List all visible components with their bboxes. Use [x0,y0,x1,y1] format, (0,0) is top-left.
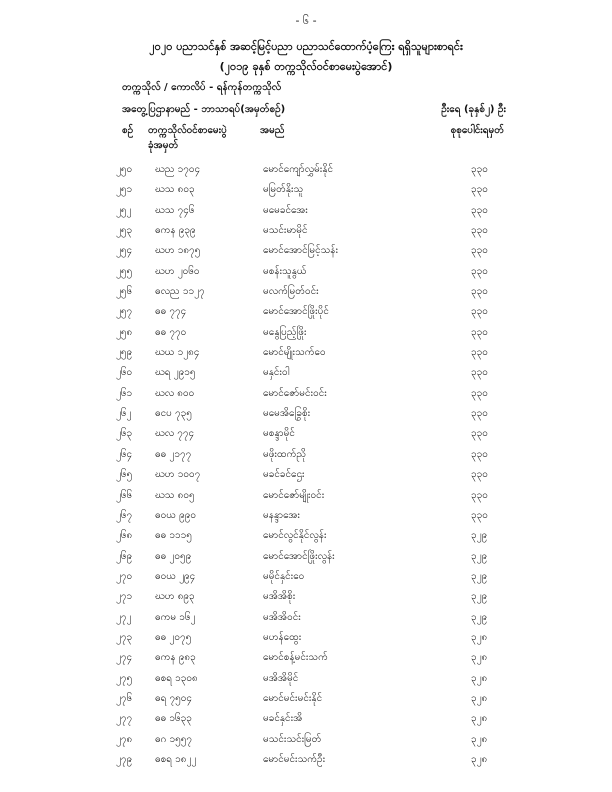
roll-number: ဃဟ ၈၉၃ [155,591,195,603]
student-name: မမေအိခြွေစိုး [263,408,311,420]
roll-number: ဓဓ ၂၀၇၅ [155,631,192,643]
student-name: မောင်မျိုးသက်ဝေ [263,347,326,359]
student-name: မအိအိစိုး [263,591,296,603]
table-row [0,239,612,259]
student-name: မသင်းမာမိုင် [263,225,308,237]
roll-number: ဓလည ၁၁၂၇ [155,286,205,298]
total-marks: ၃၃၀ [471,326,488,338]
table-row [0,545,612,565]
row-number: ၂၇၃ [116,631,133,643]
row-number: ၂၆၉ [116,550,133,562]
student-name: မောင်မင်းမင်းနိုင် [263,692,323,704]
table-row [0,361,612,381]
total-marks: ၃၂၉ [471,591,488,603]
student-name: မောင်ကျော်လွှမ်းနိုင် [263,164,334,175]
total-marks: ၃၃၀ [471,164,488,175]
student-name: မဟန်ထွေး [263,631,302,643]
table-row [0,626,612,646]
roll-number: ဃရ ၂၉၁၅ [155,367,196,379]
student-name: မနန္ဒာအေး [263,509,300,521]
total-marks: ၃၃၀ [471,448,488,460]
total-marks: ၃၃၀ [471,184,488,196]
table-row [0,321,612,341]
roll-number: ဃလ ၇၇၄ [155,428,195,440]
row-number: ၂၅၆ [116,286,133,298]
roll-number: ဓကမ ၁၆၂ [155,611,196,623]
row-number: ၂၆၀ [116,367,133,379]
table-row [0,280,612,300]
table-row [0,687,612,707]
student-name: မောင်လွင်နိုင်လွန်း [263,530,327,542]
roll-number: ဓဝယ ၂၉၄ [155,570,196,582]
count-label: ဦးရေ (ခုနှစ်၂) ဦး [441,104,506,115]
student-name: မဖိုးထက်ညို [263,448,307,460]
table-row [0,524,612,544]
student-name: မောင်အောင်ဖြိုးလွန်း [263,550,335,562]
student-name: မောင်ဇော်မျိုးဝင်း [263,489,325,501]
row-number: ၂၆၇ [116,509,133,521]
student-name: မသင်းသင်းမြတ် [263,733,322,745]
total-marks: ၃၃၀ [471,265,488,277]
roll-number: ဓစရ ၁၈၂၂ [155,753,197,765]
total-marks: ၃၂၉ [471,570,488,582]
total-marks: ၃၂၉ [471,611,488,623]
student-name: မောင်အောင်ဖြိုးပိုင် [263,306,329,318]
table-row [0,382,612,402]
roll-number: ဃလ ၈၀၀ [155,387,195,399]
roll-number: ဓဓ ၂၀၅၉ [155,550,192,562]
row-number: ၂၆၅ [116,469,133,481]
total-marks: ၃၂၈ [471,692,488,704]
total-marks: ၃၂၉ [471,550,488,562]
student-name: မောင်ဇော်မင်းဝင်း [263,387,327,399]
table-row [0,707,612,727]
table-row [0,728,612,748]
student-name: မမြတ်နိုးသူ [263,184,304,196]
roll-number: ဓဓ ၂၁၇၇ [155,448,192,460]
table-row [0,402,612,422]
table-row [0,606,612,626]
total-marks: ၃၂၉ [471,530,488,542]
document-subtitle: (၂၀၁၉ ခုနှစ် တက္ကသိုလ်ဝင်စာမေးပွဲအောင်) [219,60,393,73]
total-marks: ၃၂၈ [471,713,488,725]
student-name: မခင်နှင်းအိ [263,713,303,725]
roll-number: ဓရ ၇၅၀၄ [155,692,193,704]
total-marks: ၃၃၀ [471,306,488,318]
row-number: ၂၅၀ [116,164,133,175]
row-number: ၂၇၄ [116,652,133,664]
roll-number: ဃဟ ၁၀၀၇ [155,469,201,481]
total-marks: ၃၂၈ [471,733,488,745]
total-marks: ၃၂၈ [471,672,488,684]
table-row [0,463,612,483]
student-name: မောင်အောင်မြင့်သန်း [263,245,338,257]
row-number: ၂၇၆ [116,692,133,704]
roll-number: ဃဟ ၁၈၇၅ [155,245,201,257]
total-marks: ၃၃၀ [471,469,488,481]
total-marks: ၃၃၀ [471,387,488,399]
roll-number: ဃည ၁၇၀၄ [155,164,201,175]
row-number: ၂၅၈ [116,326,133,338]
row-number: ၂၆၆ [116,489,133,501]
total-marks: ၃၂၈ [471,631,488,643]
row-number: ၂၅၁ [116,184,133,196]
header-name: အမည် [260,125,285,136]
table-row [0,158,612,178]
student-name: မနွေပြည့်ဖြိုး [263,326,307,338]
student-name: မမေခင်အေး [263,204,308,216]
student-name: မအိအိဝင်း [263,611,301,623]
table-row [0,667,612,687]
row-number: ၂၅၂ [116,204,132,216]
row-number: ၂၅၉ [116,347,133,359]
document-title: ၂၀၂၀ ပညာသင်နှစ် အဆင့်မြင့်ပညာ ပညာသင်ထောက်ပံ့ကြေး ရရှိသူများစာရင်း [149,40,463,53]
row-number: ၂၅၄ [116,245,133,257]
roll-number: ဓငပ ၇၃၅ [155,408,192,420]
total-marks: ၃၃၀ [471,428,488,440]
roll-number: ဓဓ ၇၇၀ [155,326,187,338]
roll-number: ဓဝယ ၉၉၀ [155,509,197,521]
table-row [0,219,612,239]
university-label: တက္ကသိုလ် / ကောလိပ် - ရန်ကုန်တက္ကသိုလ် [122,82,282,93]
student-name: မနှင်းဝါ [263,367,290,379]
table-row [0,504,612,524]
header-roll-line2: ခုံအမှတ် [148,140,179,151]
student-name: မအိအိမိုင် [263,672,299,684]
student-table [0,158,612,768]
student-name: မစန္ဒာမိုင် [263,428,295,440]
total-marks: ၃၃၀ [471,225,488,237]
row-number: ၂၆၃ [116,428,133,440]
student-name: မမိုင်နှင်းဝေ [263,570,305,582]
total-marks: ၃၃၀ [471,245,488,257]
roll-number: ဃသ ၇၄၆ [155,204,195,216]
roll-number: ဃယ ၁၂၈၄ [155,347,200,359]
row-number: ၂၇၅ [116,672,133,684]
total-marks: ၃၃၀ [471,204,488,216]
roll-number: ဃဟ ၂၀၆၀ [155,265,200,277]
roll-number: ဓဓ ၁၆၃၃ [155,713,192,725]
row-number: ၂၅၇ [116,306,133,318]
roll-number: ဓကန ၉၈၃ [155,652,196,664]
table-row [0,748,612,768]
row-number: ၂၇၇ [116,713,133,725]
total-marks: ၃၃၀ [471,347,488,359]
roll-number: ဓကန ၉၃၉ [155,225,196,237]
student-name: မစန်းသူနွယ် [263,265,307,277]
total-marks: ၃၃၀ [471,509,488,521]
roll-number: ဓဓ ၁၁၁၅ [155,530,192,542]
table-row [0,565,612,585]
header-roll: တက္ကသိုလ်ဝင်စာမေးပွဲ [148,125,227,136]
row-number: ၂၇၈ [116,733,133,745]
table-row [0,646,612,666]
student-name: မောင်မင်းသက်ဦး [263,753,326,765]
total-marks: ၃၃၀ [471,286,488,298]
table-row [0,300,612,320]
roll-number: ဓဂ ၁၅၅၇ [155,733,193,745]
roll-number: ဃသ ၈၀၅ [155,489,195,501]
total-marks: ၃၂၈ [471,753,488,765]
total-marks: ၃၃၀ [471,408,488,420]
table-row [0,443,612,463]
total-marks: ၃၃၀ [471,367,488,379]
table-row [0,178,612,198]
row-number: ၂၆၄ [116,448,133,460]
student-name: မလက်မြတ်ဝင်း [263,286,319,298]
row-number: ၂၆၈ [116,530,133,542]
row-number: ၂၅၃ [116,225,133,237]
header-no: စဉ် [122,125,134,136]
row-number: ၂၆၂ [116,408,132,420]
row-number: ၂၆၁ [116,387,133,399]
table-row [0,199,612,219]
row-number: ၂၇၂ [116,611,132,623]
total-marks: ၃၃၀ [471,489,488,501]
table-row [0,484,612,504]
department-label: အတွေ့ပြဌာနာမည် - ဘာသာရပ်(အမှတ်စဉ်) [122,104,286,115]
table-row [0,260,612,280]
row-number: ၂၅၅ [116,265,133,277]
header-marks: စုစုပေါင်းရမှတ် [450,125,504,136]
table-row [0,422,612,442]
row-number: ၂၇၉ [116,753,133,765]
roll-number: ဓစရ ၁၃၀၈ [155,672,198,684]
table-row [0,341,612,361]
row-number: ၂၇၁ [116,591,133,603]
total-marks: ၃၂၈ [471,652,488,664]
page-number: - ၆ - [295,14,317,27]
roll-number: ဃသ ၈၀၃ [155,184,195,196]
student-name: မောင်စန့်မင်းသက် [263,652,328,664]
row-number: ၂၇၀ [116,570,133,582]
student-name: မခင်ခင်ဌေး [263,469,305,481]
table-row [0,585,612,605]
roll-number: ဓဓ ၇၇၄ [155,306,187,318]
